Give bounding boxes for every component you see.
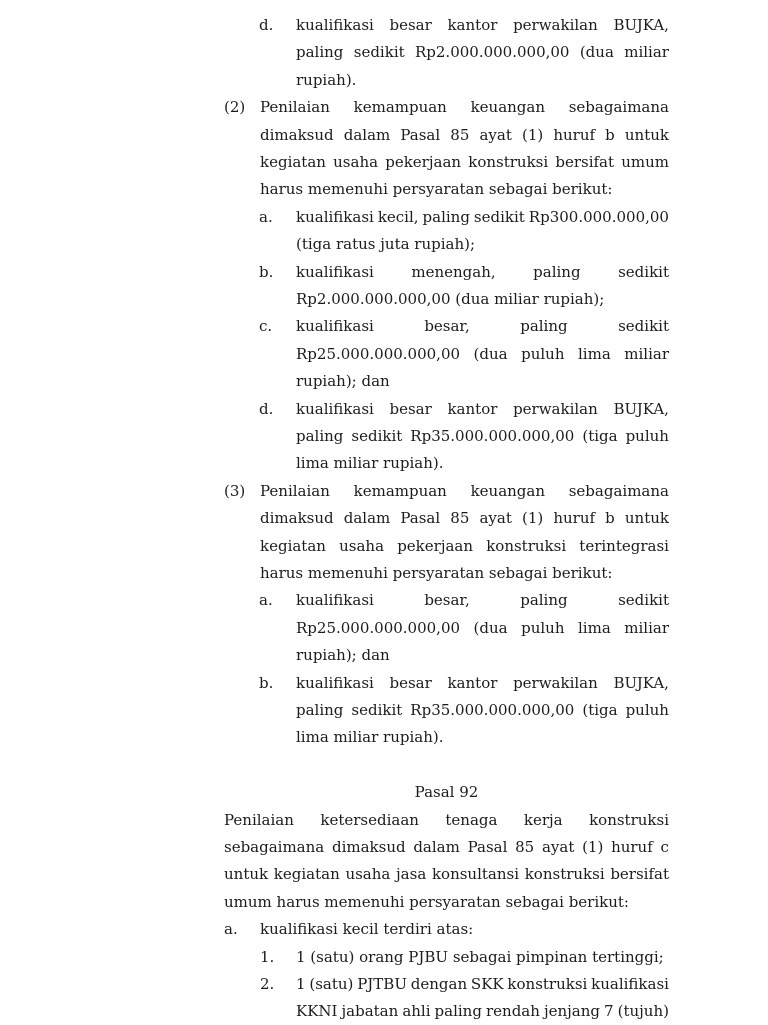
paragraph-3-item-line: kualifikasi besar, paling sedikit — [296, 591, 669, 610]
paragraph-2-marker: (2) — [224, 98, 246, 117]
pasal-92-item-a-marker: a. — [224, 920, 238, 939]
pasal-92-subitem-marker: 1. — [260, 947, 275, 966]
paragraph-3-item-line: rupiah); dan — [296, 646, 390, 665]
paragraph-3-item-line: lima miliar rupiah). — [296, 728, 444, 747]
pasal-92-subitem-line: 1 (satu) PJTBU dengan SKK konstruksi kualifikasi — [296, 975, 669, 993]
paragraph-2-line: Penilaian kemampuan keuangan sebagaimana — [260, 98, 669, 117]
paragraph-3-marker: (3) — [224, 481, 246, 500]
paragraph-3-line: Penilaian kemampuan keuangan sebagaimana — [260, 481, 669, 500]
paragraph-2-item-line: (tiga ratus juta rupiah); — [296, 235, 476, 254]
paragraph-3-item-line: kualifikasi besar kantor perwakilan BUJKA, — [296, 673, 669, 692]
paragraph-2-item-line: rupiah); dan — [296, 372, 390, 391]
list-item-d-line: rupiah). — [296, 70, 357, 89]
paragraph-2-item-marker: d. — [259, 399, 274, 418]
pasal-92-subitem-line: 1 (satu) orang PJBU sebagai pimpinan tertinggi; — [296, 947, 664, 966]
pasal-92-line: untuk kegiatan usaha jasa konsultansi konstruksi bersifat — [224, 865, 669, 884]
paragraph-2-line: harus memenuhi persyaratan sebagai berikut: — [260, 180, 613, 199]
paragraph-2-item-marker: a. — [259, 207, 273, 226]
pasal-92-subitem-marker: 2. — [260, 975, 275, 993]
pasal-92-line: umum harus memenuhi persyaratan sebagai berikut: — [224, 892, 629, 911]
section-heading: Pasal 92 — [414, 783, 479, 802]
pasal-92-line: Penilaian ketersediaan tenaga kerja konstruksi — [224, 810, 669, 829]
paragraph-2-item-line: lima miliar rupiah). — [296, 454, 444, 473]
paragraph-2-item-line: kualifikasi kecil, paling sedikit Rp300.000.000,00 — [296, 207, 669, 226]
list-item-d-line: kualifikasi besar kantor perwakilan BUJKA, — [296, 16, 669, 34]
paragraph-3-item-line: Rp25.000.000.000,00 (dua puluh lima miliar — [296, 618, 669, 637]
paragraph-2-item-line: kualifikasi menengah, paling sedikit — [296, 262, 669, 281]
paragraph-2-item-line: kualifikasi besar kantor perwakilan BUJKA, — [296, 399, 669, 418]
pasal-92-subitem-line: KKNI jabatan ahli paling rendah jenjang 7 (tujuh) — [296, 1002, 669, 1021]
paragraph-2-line: dimaksud dalam Pasal 85 ayat (1) huruf b untuk — [260, 125, 669, 144]
list-item-d-line: paling sedikit Rp2.000.000.000,00 (dua miliar — [296, 43, 669, 62]
paragraph-2-item-line: Rp2.000.000.000,00 (dua miliar rupiah); — [296, 290, 605, 308]
paragraph-3-line: dimaksud dalam Pasal 85 ayat (1) huruf b untuk — [260, 509, 669, 528]
paragraph-2-item-marker: b. — [259, 262, 274, 281]
paragraph-2-item-line: Rp25.000.000.000,00 (dua puluh lima miliar — [296, 344, 669, 363]
pasal-92-item-a-line: kualifikasi kecil terdiri atas: — [260, 920, 474, 939]
list-item-d-marker: d. — [259, 16, 274, 34]
paragraph-3-line: harus memenuhi persyaratan sebagai berikut: — [260, 564, 613, 582]
paragraph-2-item-line: paling sedikit Rp35.000.000.000,00 (tiga puluh — [296, 427, 669, 445]
pasal-92-line: sebagaimana dimaksud dalam Pasal 85 ayat (1) huruf c — [224, 838, 669, 856]
paragraph-3-item-line: paling sedikit Rp35.000.000.000,00 (tiga puluh — [296, 701, 669, 719]
paragraph-2-item-line: kualifikasi besar, paling sedikit — [296, 317, 669, 336]
paragraph-3-line: kegiatan usaha pekerjaan konstruksi terintegrasi — [260, 536, 669, 555]
paragraph-2-item-marker: c. — [259, 317, 273, 336]
paragraph-3-item-marker: b. — [259, 673, 274, 692]
paragraph-2-line: kegiatan usaha pekerjaan konstruksi bersifat umum — [260, 153, 669, 171]
paragraph-3-item-marker: a. — [259, 591, 273, 610]
